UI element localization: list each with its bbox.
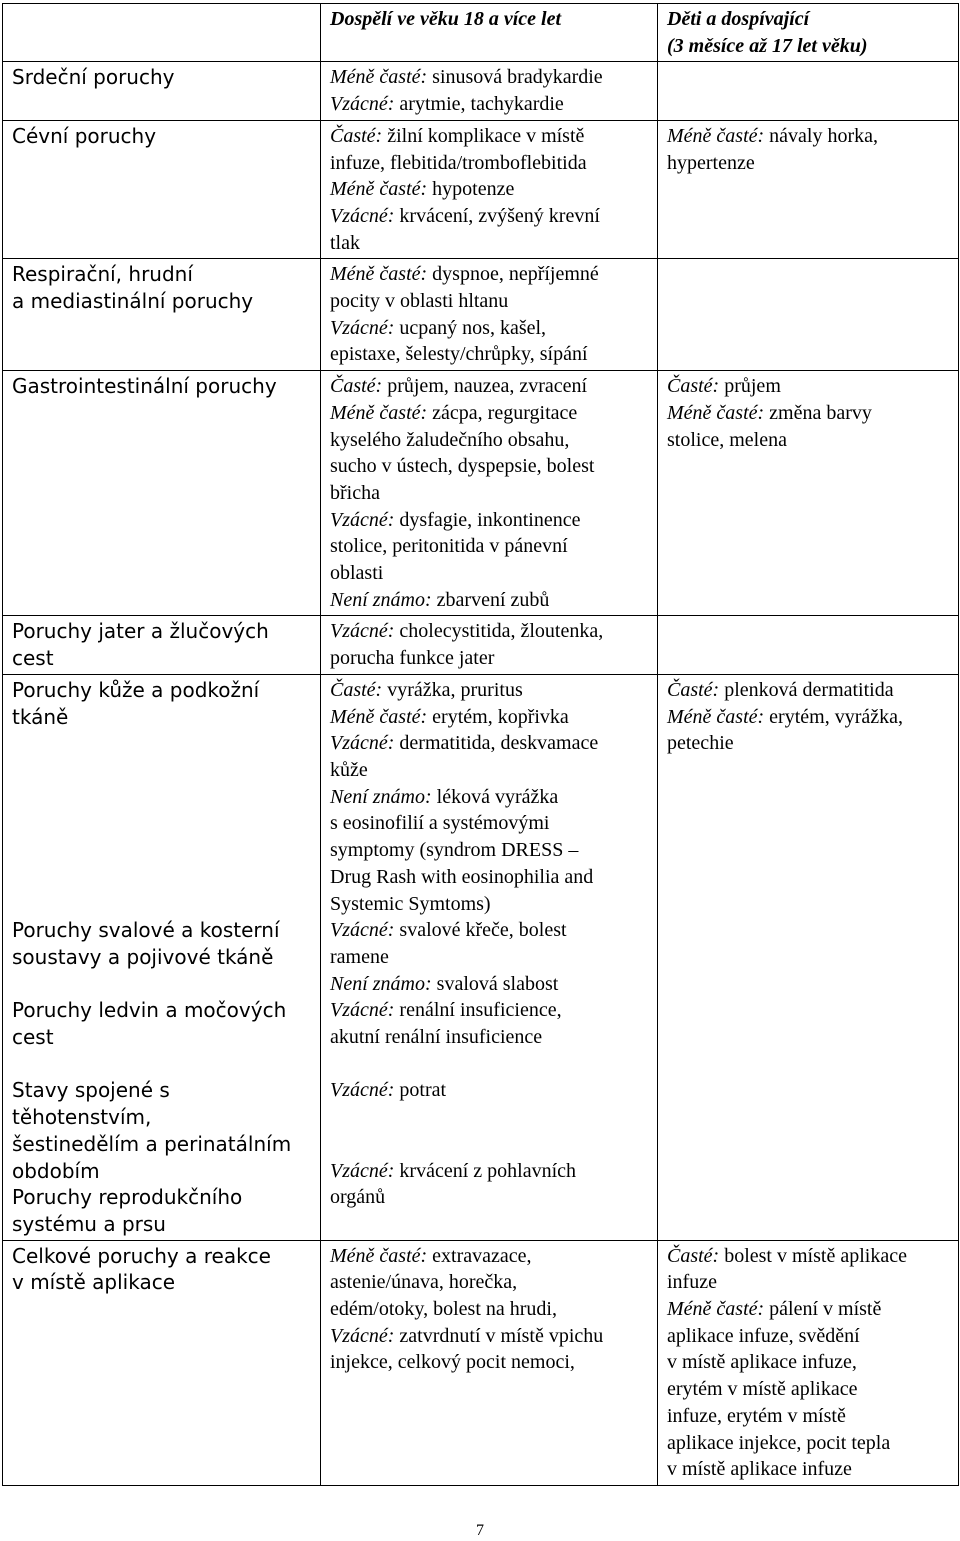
adults-reaction-line [330,1269,649,1296]
organ-class-label [12,757,312,784]
adverse-reactions-table [2,3,959,1486]
adults-reaction-line [330,480,649,507]
frequency-label: Méně časté: [330,66,428,89]
organ-class-cell [3,259,321,371]
organ-class-label [12,730,312,757]
adults-reaction-line [330,1184,649,1211]
reaction-text: kůže [330,758,368,781]
organ-class-label: Respirační, hrudní [12,262,193,287]
adults-reaction-line [330,507,649,534]
frequency-label: Méně časté: [330,705,428,728]
frequency-label: Časté: [330,375,383,398]
organ-class-label: Celkové poruchy a reakce [12,1243,271,1268]
adults-reaction-line [330,757,649,784]
reaction-text: návaly horka, [764,124,879,147]
table-row [3,1240,959,1485]
reaction-text: ramene [330,945,389,968]
organ-class-label: šestinedělím a perinatálním [12,1131,292,1156]
organ-class-label: a mediastinální poruchy [12,289,254,314]
children-reaction-line [667,1296,950,1323]
adults-reaction-line [330,1296,649,1323]
children-reaction-line [667,1243,950,1270]
table-header-row [3,4,959,62]
reaction-text: pocity v oblasti hltanu [330,290,509,313]
frequency-label: Vzácné: [330,316,395,339]
reaction-text: edém/otoky, bolest na hrudi, [330,1298,557,1321]
adults-reaction-line [330,917,649,944]
header-children-label-line1: Děti a dospívající [667,8,810,30]
frequency-label: Vzácné: [330,999,395,1022]
adults-reactions-cell [321,62,658,120]
reaction-text: aplikace injekce, pocit tepla [667,1431,891,1454]
reaction-text: infuze [667,1271,717,1294]
reaction-text: stolice, melena [667,428,787,451]
organ-class-cell [3,62,321,120]
frequency-label: Vzácné: [330,204,395,227]
reaction-text: cholecystitida, žloutenka, [394,620,604,643]
adults-reaction-line [330,784,649,811]
children-reactions-cell [658,120,959,259]
reaction-text: hypertenze [667,151,755,174]
organ-class-label: v místě aplikace [12,1270,176,1295]
frequency-label: Vzácné: [330,93,395,116]
adults-reaction-line [330,1158,649,1185]
adults-reaction-line [330,1051,649,1078]
adults-reaction-line [330,1077,649,1104]
adults-reaction-line [330,400,649,427]
children-reaction-line [667,123,950,150]
adults-reaction-line [330,704,649,731]
organ-class-label: obdobím [12,1158,100,1183]
reaction-text: stolice, peritonitida v pánevní [330,535,568,558]
frequency-label: Vzácné: [330,508,395,531]
frequency-label: Časté: [330,678,383,701]
reaction-text: dermatitida, deskvamace [394,732,599,755]
adults-reaction-line [330,176,649,203]
organ-class-cell [3,674,321,1240]
adults-reaction-line [330,1024,649,1051]
header-adults-label: Dospělí ve věku 18 a více let [330,8,562,30]
adults-reaction-line [330,645,649,672]
organ-class-label: Poruchy svalové a kosterní [12,918,280,943]
reaction-text: Drug Rash with eosinophilia and [330,865,594,888]
reaction-text: svalové křeče, bolest [394,919,567,942]
reaction-text: erytém, kopřivka [427,705,569,728]
reaction-text: erytém v místě aplikace [667,1378,858,1401]
adults-reactions-cell [321,259,658,371]
adults-reaction-line [330,587,649,614]
organ-class-label: Cévní poruchy [12,123,157,148]
reaction-text: arytmie, tachykardie [394,93,564,116]
organ-class-cell [3,616,321,674]
adults-reaction-line [330,427,649,454]
organ-class-cell [3,120,321,259]
reaction-text: hypotenze [427,178,515,201]
adults-reaction-line [330,997,649,1024]
table-body [3,4,959,1486]
header-organ-cell [3,4,321,62]
organ-class-label: Poruchy kůže a podkožní [12,677,260,702]
adults-reaction-line [330,677,649,704]
children-reaction-line [667,427,950,454]
adults-reaction-line [330,864,649,891]
reaction-text: sucho v ústech, dyspepsie, bolest [330,455,595,478]
frequency-label: Méně časté: [667,1298,765,1321]
reaction-text: vyrážka, pruritus [382,678,523,701]
frequency-label: Vzácné: [330,919,395,942]
adults-reaction-line [330,730,649,757]
reaction-text: ucpaný nos, kašel, [394,316,547,339]
adults-reaction-line [330,203,649,230]
organ-class-label: Srdeční poruchy [12,65,175,90]
reaction-text: pálení v místě [764,1298,882,1321]
adults-reaction-line [330,261,649,288]
reaction-text: krvácení, zvýšený krevní [394,204,600,227]
reaction-text: v místě aplikace infuze [667,1458,852,1481]
reaction-text: porucha funkce jater [330,647,495,670]
children-reaction-line [667,1376,950,1403]
children-reaction-line [667,1403,950,1430]
children-reactions-cell [658,62,959,120]
table-row [3,62,959,120]
reaction-text: bolest v místě aplikace [719,1244,907,1267]
children-reactions-cell [658,674,959,1240]
children-reaction-line [667,1349,950,1376]
table-row [3,674,959,1240]
adults-reactions-cell [321,1240,658,1485]
children-reaction-line [667,1323,950,1350]
reaction-text: orgánů [330,1186,386,1209]
organ-class-label [12,1051,312,1078]
children-reaction-line [667,400,950,427]
reaction-text: petechie [667,732,734,755]
children-reactions-cell [658,259,959,371]
frequency-label: Časté: [667,678,720,701]
adults-reaction-line [330,453,649,480]
reaction-text: změna barvy [764,401,872,424]
adults-reaction-line [330,971,649,998]
reaction-text: Systemic Symtoms) [330,892,491,915]
reaction-text: v místě aplikace infuze, [667,1351,857,1374]
reaction-text: dysfagie, inkontinence [394,508,581,531]
reaction-text: zbarvení zubů [431,588,550,611]
children-reaction-line [667,150,950,177]
reaction-text: s eosinofilií a systémovými [330,812,550,835]
reaction-text: potrat [394,1079,447,1102]
table-row [3,120,959,259]
organ-class-label: Poruchy reprodukčního [12,1185,243,1210]
adults-reaction-line [330,150,649,177]
reaction-text: dyspnoe, nepříjemné [427,263,599,286]
frequency-label: Časté: [667,375,720,398]
organ-class-label: Poruchy jater a žlučových cest [12,619,276,671]
adults-reaction-line [330,64,649,91]
frequency-label: Méně časté: [330,1244,428,1267]
children-reactions-cell [658,1240,959,1485]
organ-class-label [12,810,312,837]
frequency-label: Méně časté: [667,124,765,147]
organ-class-cell [3,1240,321,1485]
reaction-text: plenková dermatitida [719,678,894,701]
reaction-text: břicha [330,481,380,504]
frequency-label: Vzácné: [330,1159,395,1182]
frequency-label: Časté: [667,1244,720,1267]
frequency-label: Méně časté: [667,705,765,728]
organ-class-label: Poruchy ledvin a močových [12,998,287,1023]
adults-reaction-line [330,288,649,315]
header-children-label-line2: (3 měsíce až 17 let věku) [667,34,868,57]
adults-reaction-line [330,1131,649,1158]
children-reaction-line [667,1430,950,1457]
adults-reaction-line [330,810,649,837]
adults-reaction-line [330,891,649,918]
organ-class-label: systému a prsu [12,1211,166,1236]
organ-class-label: tkáně [12,704,69,729]
children-reactions-cell [658,616,959,674]
reaction-text: zatvrdnutí v místě vpichu [394,1324,604,1347]
frequency-label: Méně časté: [330,178,428,201]
reaction-text: extravazace, [427,1244,532,1267]
organ-class-label: soustavy a pojivové tkáně [12,944,274,969]
frequency-label: Není známo: [330,785,432,808]
frequency-label: Není známo: [330,588,432,611]
adults-reaction-line [330,560,649,587]
frequency-label: Vzácné: [330,1324,395,1347]
adults-reaction-line [330,618,649,645]
reaction-text: infuze, erytém v místě [667,1404,846,1427]
reaction-text: žilní komplikace v místě [382,124,585,147]
reaction-text: infuze, flebitida/tromboflebitida [330,151,587,174]
header-adults-cell [321,4,658,62]
reaction-text: epistaxe, šelesty/chrůpky, sípání [330,343,588,366]
frequency-label: Vzácné: [330,1079,395,1102]
reaction-text: oblasti [330,562,384,585]
adults-reaction-line [330,341,649,368]
adults-reaction-line [330,315,649,342]
children-reaction-line [667,730,950,757]
organ-class-label [12,864,312,891]
adults-reactions-cell [321,120,658,259]
table-row [3,259,959,371]
adults-reaction-line [330,123,649,150]
table-row [3,616,959,674]
reaction-text: astenie/únava, horečka, [330,1271,518,1294]
reaction-text: krvácení z pohlavních [394,1159,577,1182]
reaction-text: aplikace infuze, svědění [667,1324,860,1347]
organ-class-label: cest [12,1025,54,1050]
adults-reactions-cell [321,616,658,674]
children-reaction-line [667,373,950,400]
page-number: 7 [476,1522,484,1539]
reaction-text: průjem [719,375,781,398]
organ-class-label [12,837,312,864]
adults-reaction-line [330,1349,649,1376]
frequency-label: Není známo: [330,972,432,995]
organ-class-cell [3,371,321,616]
children-reactions-cell [658,371,959,616]
table-row [3,371,959,616]
adults-reaction-line [330,944,649,971]
reaction-text: zácpa, regurgitace [427,401,578,424]
reaction-text: sinusová bradykardie [427,66,603,89]
adults-reactions-cell [321,371,658,616]
reaction-text: léková vyrážka [431,785,559,808]
adults-reaction-line [330,533,649,560]
organ-class-label [12,784,312,811]
reaction-text: průjem, nauzea, zvracení [382,375,588,398]
frequency-label: Méně časté: [330,401,428,424]
adults-reaction-line [330,837,649,864]
header-children-cell [658,4,959,62]
frequency-label: Časté: [330,124,383,147]
children-reaction-line [667,1456,950,1483]
reaction-text: akutní renální insuficience [330,1026,543,1049]
organ-class-label: Stavy spojené s těhotenstvím, [12,1078,177,1130]
children-reaction-line [667,1269,950,1296]
reaction-text: tlak [330,231,360,254]
adults-reaction-line [330,373,649,400]
children-reaction-line [667,677,950,704]
adults-reaction-line [330,1323,649,1350]
frequency-label: Vzácné: [330,732,395,755]
children-reaction-line [667,704,950,731]
reaction-text: erytém, vyrážka, [764,705,903,728]
adults-reaction-line [330,1104,649,1131]
frequency-label: Méně časté: [667,401,765,424]
reaction-text: symptomy (syndrom DRESS – [330,839,579,862]
reaction-text: renální insuficience, [394,999,562,1022]
reaction-text: svalová slabost [431,972,559,995]
frequency-label: Vzácné: [330,620,395,643]
adults-reaction-line [330,230,649,257]
organ-class-label [12,971,312,998]
organ-class-label [12,891,312,918]
reaction-text: kyselého žaludečního obsahu, [330,428,570,451]
organ-class-label: Gastrointestinální poruchy [12,374,277,399]
reaction-text: injekce, celkový pocit nemoci, [330,1351,575,1374]
adults-reactions-cell [321,674,658,1240]
adults-reaction-line [330,1243,649,1270]
frequency-label: Méně časté: [330,263,428,286]
adults-reaction-line [330,91,649,118]
